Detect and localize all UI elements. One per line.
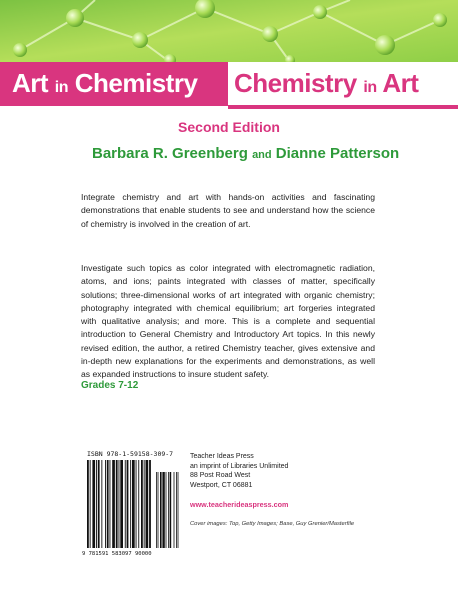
grade-level: Grades 7-12 (81, 380, 139, 391)
barcode-addon-bar (178, 472, 179, 548)
title-chemistry-in-art (234, 68, 418, 99)
title-art-in-chemistry (12, 68, 197, 99)
molecule-illustration (0, 0, 458, 62)
barcode-bar (98, 460, 100, 548)
barcode-bar (96, 460, 97, 548)
molecule-banner (0, 0, 458, 62)
barcode-addon-bar (176, 472, 177, 548)
barcode-bar (146, 460, 149, 548)
barcode-digits (82, 551, 152, 557)
barcode-bar (107, 460, 109, 548)
barcode-bar (112, 460, 115, 548)
title-underline (228, 105, 458, 109)
publisher-name: Teacher Ideas Press (190, 453, 254, 460)
barcode-bar (90, 460, 91, 548)
barcode-bar (132, 460, 135, 548)
publisher-url[interactable]: www.teacherideaspress.com (190, 500, 289, 509)
publisher-street: 88 Post Road West (190, 472, 251, 480)
title-in: in (54, 79, 69, 96)
barcode-bar (141, 460, 143, 548)
cover-image-credits: Cover images: Top, Getty Images; Base, Guy Grenier/Masterfile (190, 521, 355, 527)
barcode-addon-bar (168, 472, 169, 548)
title-word: Art (382, 68, 419, 98)
title-word: Chemistry (234, 68, 357, 98)
description-paragraph-1: Integrate chemistry and art with hands-on activities and fascinating demonstrations that enable students to see and understand how the science of chemistry is involved in the creation of art. (81, 192, 375, 229)
barcode-bar (101, 460, 102, 548)
barcode-price-code: 90000 (134, 551, 152, 557)
barcode-bar (119, 460, 120, 548)
title-left-block (0, 62, 228, 106)
barcode-addon-bar (170, 472, 172, 548)
title-in: in (363, 79, 377, 96)
barcode-bar (130, 460, 131, 548)
barcode (85, 460, 180, 550)
barcode-bar (110, 460, 111, 548)
isbn-text: ISBN 978-1-59158-309-7 (87, 450, 174, 458)
barcode-bar (87, 460, 89, 548)
barcode-bar (149, 460, 151, 548)
edition-label: Second Edition (178, 119, 280, 135)
barcode-bar (136, 460, 137, 548)
barcode-bar (144, 460, 145, 548)
barcode-bar (116, 460, 118, 548)
author-name: Barbara R. Greenberg (92, 145, 248, 162)
barcode-bar (120, 460, 123, 548)
barcode-addon-bar (160, 472, 162, 548)
publisher-imprint: an imprint of Libraries Unlimited (190, 462, 289, 470)
publisher-address (190, 452, 288, 490)
description-paragraph-2: Investigate such topics as color integrated with electromagnetic radiation, atoms, and ions; paints integrated with classes of matter, specifically solutions; three-dimensional works of art integrated with organic chemistry; photography integrated with chemical equilibrium; art forgeries integrated with qualitative analysis; and more. This is a complete and sequential introduction to General Chemistry and Introductory Art topics. In this newly revised edition, the author, a retired Chemistry teacher, gives extensive and in-depth new explanations for the experiments and demonstrations, as well as expanded instructions to insure student safety. (81, 263, 375, 380)
barcode-bar (127, 460, 129, 548)
barcode-addon-bar (166, 472, 167, 548)
barcode-addon-bar (162, 472, 164, 548)
title-word: Chemistry (74, 68, 198, 98)
barcode-bar (105, 460, 106, 548)
barcode-bar (92, 460, 95, 548)
barcode-addon-bar (156, 472, 157, 548)
author-joiner: and (252, 149, 272, 161)
barcode-number: 9 781591 583097 (82, 551, 132, 557)
title-word: Art (12, 68, 49, 98)
author-line (92, 145, 399, 162)
author-name: Dianne Patterson (275, 145, 400, 162)
title-right-block (228, 62, 458, 106)
barcode-bar (125, 460, 126, 548)
barcode-addon-bar (158, 472, 159, 548)
barcode-addon-bar (174, 472, 175, 548)
publisher-city: Westport, CT 06881 (190, 481, 253, 489)
barcode-bar (138, 460, 139, 548)
